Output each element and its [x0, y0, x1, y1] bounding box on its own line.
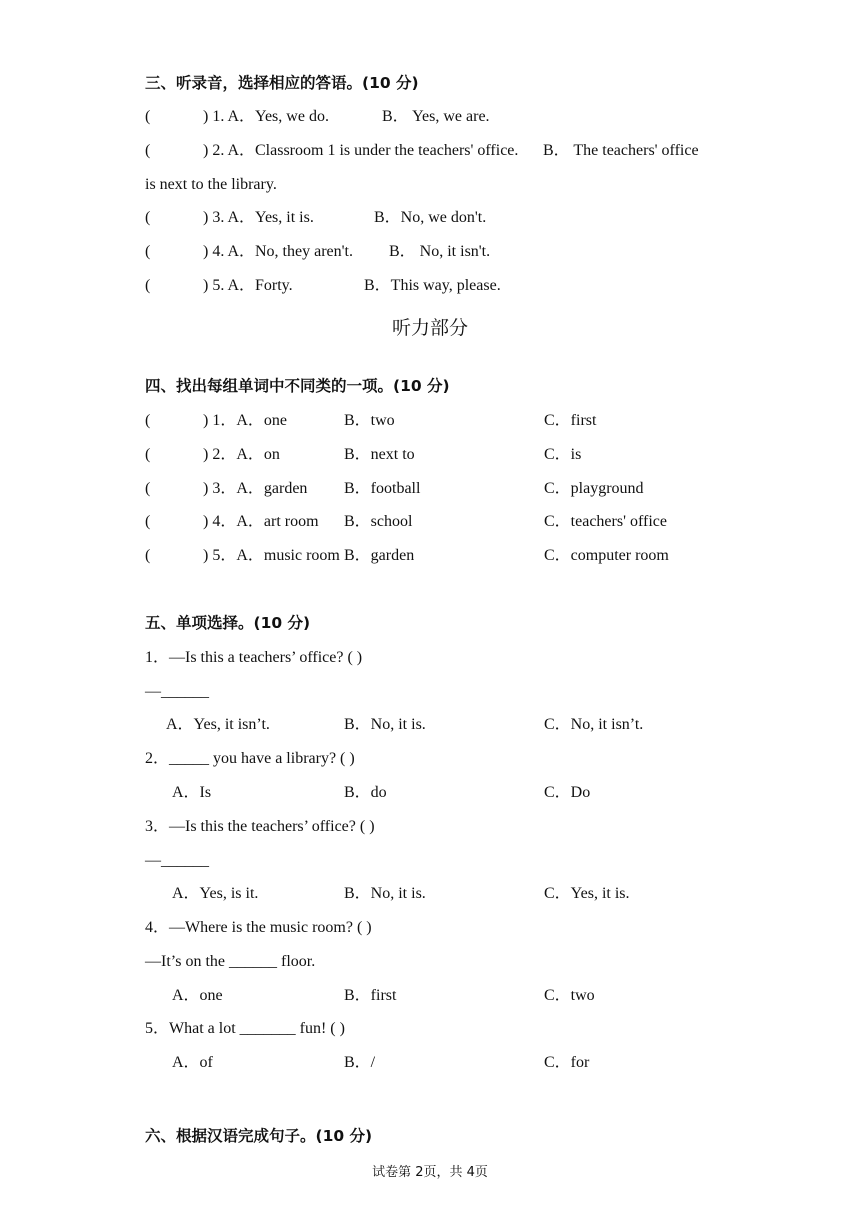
s5-q3-option-b: B．No, it is. [344, 885, 426, 902]
answer-paren: ( [145, 513, 151, 530]
option-a: ) 1．A．one [203, 412, 287, 429]
answer-paren: ( [145, 412, 151, 429]
s5-q2-option-a: A．Is [172, 784, 212, 801]
page-footer: 试卷第 2页，共 4页 [372, 1165, 488, 1180]
s3-item-2 [145, 141, 518, 161]
s5-q5-stem: 5．What a lot _______ fun! ( ) [145, 1020, 345, 1037]
s4-row-2-option-b: B．next to [344, 446, 415, 463]
s5-q1-option-b: B．No, it is. [344, 716, 426, 733]
s5-q5-option-b: B．/ [344, 1054, 376, 1071]
answer-paren: ( [145, 142, 151, 159]
listening-section-title: 听力部分 [391, 317, 468, 339]
s5-q2-stem: 2．_____ you have a library? ( ) [145, 750, 355, 767]
s4-row-5 [145, 546, 340, 566]
s3-item-1-option-b: B． Yes, we are. [382, 108, 490, 125]
section-3-heading: 三、听录音，选择相应的答语。(10 分) [145, 74, 419, 92]
s5-q4-blank: —It’s on the ______ floor. [145, 953, 316, 970]
s5-q3-blank: —______ [145, 852, 209, 869]
s3-item-1 [145, 107, 329, 127]
answer-paren: ( [145, 480, 151, 497]
s5-q4-option-a: A．one [172, 987, 223, 1004]
option-a: ) 5. A．Forty. [203, 277, 293, 294]
s5-q2-option-c: C．Do [544, 784, 591, 801]
option-a: ) 2．A．on [203, 446, 280, 463]
s5-q2-option-b: B．do [344, 784, 387, 801]
s3-item-5-option-b: B．This way, please. [364, 277, 501, 294]
s4-row-1-option-c: C．first [544, 412, 597, 429]
option-a: ) 3. A．Yes, it is. [203, 209, 314, 226]
option-a: ) 5．A．music room [203, 547, 340, 564]
s4-row-4-option-c: C．teachers' office [544, 513, 667, 530]
s5-q5-option-c: C．for [544, 1054, 590, 1071]
s5-q4-stem: 4．—Where is the music room? ( ) [145, 919, 372, 936]
s4-row-3-option-b: B．football [344, 480, 421, 497]
s3-item-3-option-b: B．No, we don't. [374, 209, 487, 226]
s4-row-4 [145, 512, 319, 532]
s3-item-3 [145, 208, 314, 228]
s4-row-3 [145, 479, 307, 499]
section-5-heading: 五、单项选择。(10 分) [145, 614, 311, 632]
option-a: ) 3．A．garden [203, 480, 308, 497]
s5-q1-option-c: C．No, it isn’t. [544, 716, 644, 733]
s4-row-2 [145, 445, 280, 465]
option-a: ) 4．A．art room [203, 513, 319, 530]
answer-paren: ( [145, 209, 151, 226]
s5-q1-stem: 1．—Is this a teachers’ office? ( ) [145, 649, 363, 666]
s5-q3-option-a: A．Yes, is it. [172, 885, 259, 902]
s3-item-4-option-b: B． No, it isn't. [389, 243, 491, 260]
s3-item-2-option-b: B． The teachers' office [543, 142, 699, 159]
option-a: ) 4. A．No, they aren't. [203, 243, 353, 260]
s3-item-4 [145, 242, 353, 262]
s5-q4-option-c: C．two [544, 987, 595, 1004]
s3-item-5 [145, 276, 293, 296]
section-6-heading: 六、根据汉语完成句子。(10 分) [145, 1127, 373, 1145]
s5-q4-option-b: B．first [344, 987, 397, 1004]
option-a: ) 1. A．Yes, we do. [203, 108, 329, 125]
s5-q3-stem: 3．—Is this the teachers’ office? ( ) [145, 818, 375, 835]
section-4-heading: 四、找出每组单词中不同类的一项。(10 分) [145, 377, 450, 395]
s4-row-3-option-c: C．playground [544, 480, 644, 497]
answer-paren: ( [145, 547, 151, 564]
s4-row-1-option-b: B．two [344, 412, 395, 429]
s3-item-2-continuation: is next to the library. [145, 176, 277, 193]
answer-paren: ( [145, 446, 151, 463]
s5-q1-option-a: A．Yes, it isn’t. [166, 716, 270, 733]
answer-paren: ( [145, 277, 151, 294]
s5-q3-option-c: C．Yes, it is. [544, 885, 630, 902]
answer-paren: ( [145, 243, 151, 260]
s4-row-1 [145, 411, 287, 431]
s4-row-5-option-c: C．computer room [544, 547, 669, 564]
s5-q5-option-a: A．of [172, 1054, 213, 1071]
s5-q1-blank: —______ [145, 683, 209, 700]
s4-row-2-option-c: C．is [544, 446, 582, 463]
answer-paren: ( [145, 108, 151, 125]
s4-row-4-option-b: B．school [344, 513, 413, 530]
option-a: ) 2. A．Classroom 1 is under the teachers' office. [203, 142, 519, 159]
s4-row-5-option-b: B．garden [344, 547, 415, 564]
